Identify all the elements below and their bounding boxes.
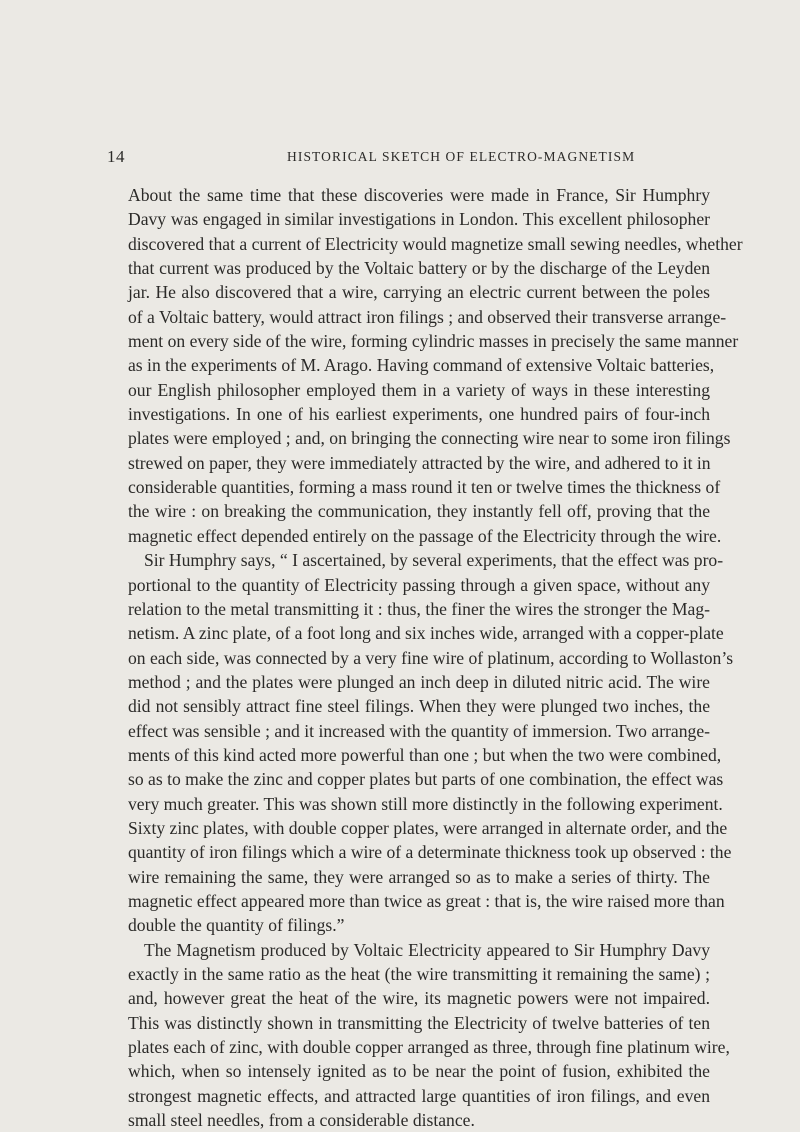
- text-line: relation to the metal transmitting it : thus, the finer the wires the stronger the Mag-: [128, 598, 710, 619]
- text-line: double the quantity of filings.”: [128, 915, 345, 936]
- text-line: This was distinctly shown in transmitting the Electricity of twelve batteries of ten: [128, 1012, 710, 1033]
- page-number: 14: [107, 147, 125, 166]
- text-line: investigations. In one of his earliest experiments, one hundred pairs of four-inch: [128, 404, 710, 425]
- text-line: plates each of zinc, with double copper arranged as three, through fine platinum wire,: [128, 1037, 730, 1058]
- text-line: did not sensibly attract fine steel filings. When they were plunged two inches, the: [128, 696, 710, 717]
- text-line: ment on every side of the wire, forming cylindric masses in precisely the same manner: [128, 331, 739, 352]
- text-line: and, however great the heat of the wire, its magnetic powers were not impaired.: [128, 988, 710, 1009]
- text-line: magnetic effect appeared more than twice as great : that is, the wire raised more than: [128, 890, 725, 911]
- text-line: exactly in the same ratio as the heat (the wire transmitting it remaining the same) ;: [128, 964, 710, 984]
- text-line: plates were employed ; and, on bringing the connecting wire near to some iron filings: [128, 428, 731, 449]
- text-line: Sixty zinc plates, with double copper plates, were arranged in alternate order, and the: [128, 817, 728, 838]
- text-line: magnetic effect depended entirely on the passage of the Electricity through the wire.: [128, 525, 722, 546]
- text-line: discovered that a current of Electricity would magnetize small sewing needles, whether: [128, 233, 743, 254]
- text-line: Sir Humphry says, “ I ascertained, by several experiments, that the effect was pro-: [144, 550, 724, 571]
- text-line: netism. A zinc plate, of a foot long and six inches wide, arranged with a copper-plate: [128, 623, 724, 644]
- text-line: which, when so intensely ignited as to be near the point of fusion, exhibited the: [128, 1061, 710, 1082]
- text-line: effect was sensible ; and it increased with the quantity of immersion. Two arrange-: [128, 720, 710, 741]
- text-line: ments of this kind acted more powerful than one ; but when the two were combined,: [128, 744, 722, 765]
- running-title: HISTORICAL SKETCH OF ELECTRO-MAGNETISM: [287, 149, 636, 164]
- text-line: wire remaining the same, they were arranged so as to make a series of thirty. The: [128, 866, 710, 887]
- text-line: on each side, was connected by a very fine wire of platinum, according to Wollaston’s: [128, 647, 734, 668]
- text-line: the wire : on breaking the communication, they instantly fell off, proving that the: [128, 501, 710, 522]
- text-line: considerable quantities, forming a mass round it ten or twelve times the thickness of: [128, 477, 721, 498]
- text-line: The Magnetism produced by Voltaic Electricity appeared to Sir Humphry Davy: [144, 939, 710, 960]
- text-line: strongest magnetic effects, and attracted large quantities of iron filings, and even: [128, 1085, 710, 1106]
- text-line: quantity of iron filings which a wire of a determinate thickness took up observed : the: [128, 842, 732, 863]
- text-line: portional to the quantity of Electricity passing through a given space, without any: [128, 574, 710, 595]
- text-line: that current was produced by the Voltaic battery or by the discharge of the Leyden: [128, 258, 710, 279]
- text-line: About the same time that these discoveries were made in France, Sir Humphry: [128, 185, 710, 205]
- text-line: method ; and the plates were plunged an inch deep in diluted nitric acid. The wire: [128, 671, 710, 692]
- text-line: very much greater. This was shown still more distinctly in the following experiment.: [128, 793, 723, 814]
- text-line: so as to make the zinc and copper plates but parts of one combination, the effect was: [128, 769, 724, 790]
- text-line: small steel needles, from a considerable distance.: [128, 1110, 475, 1131]
- running-header: [107, 147, 709, 167]
- text-line: Davy was engaged in similar investigations in London. This excellent philosopher: [128, 209, 710, 230]
- text-line: as in the experiments of M. Arago. Having command of extensive Voltaic batteries,: [128, 355, 715, 376]
- body-text: [128, 183, 743, 1132]
- text-line: jar. He also discovered that a wire, carrying an electric current between the poles: [128, 282, 710, 303]
- text-line: of a Voltaic battery, would attract iron filings ; and observed their transverse arrange-: [128, 306, 727, 327]
- text-line: strewed on paper, they were immediately attracted by the wire, and adhered to it in: [128, 452, 711, 473]
- text-line: our English philosopher employed them in a variety of ways in these interesting: [128, 379, 710, 400]
